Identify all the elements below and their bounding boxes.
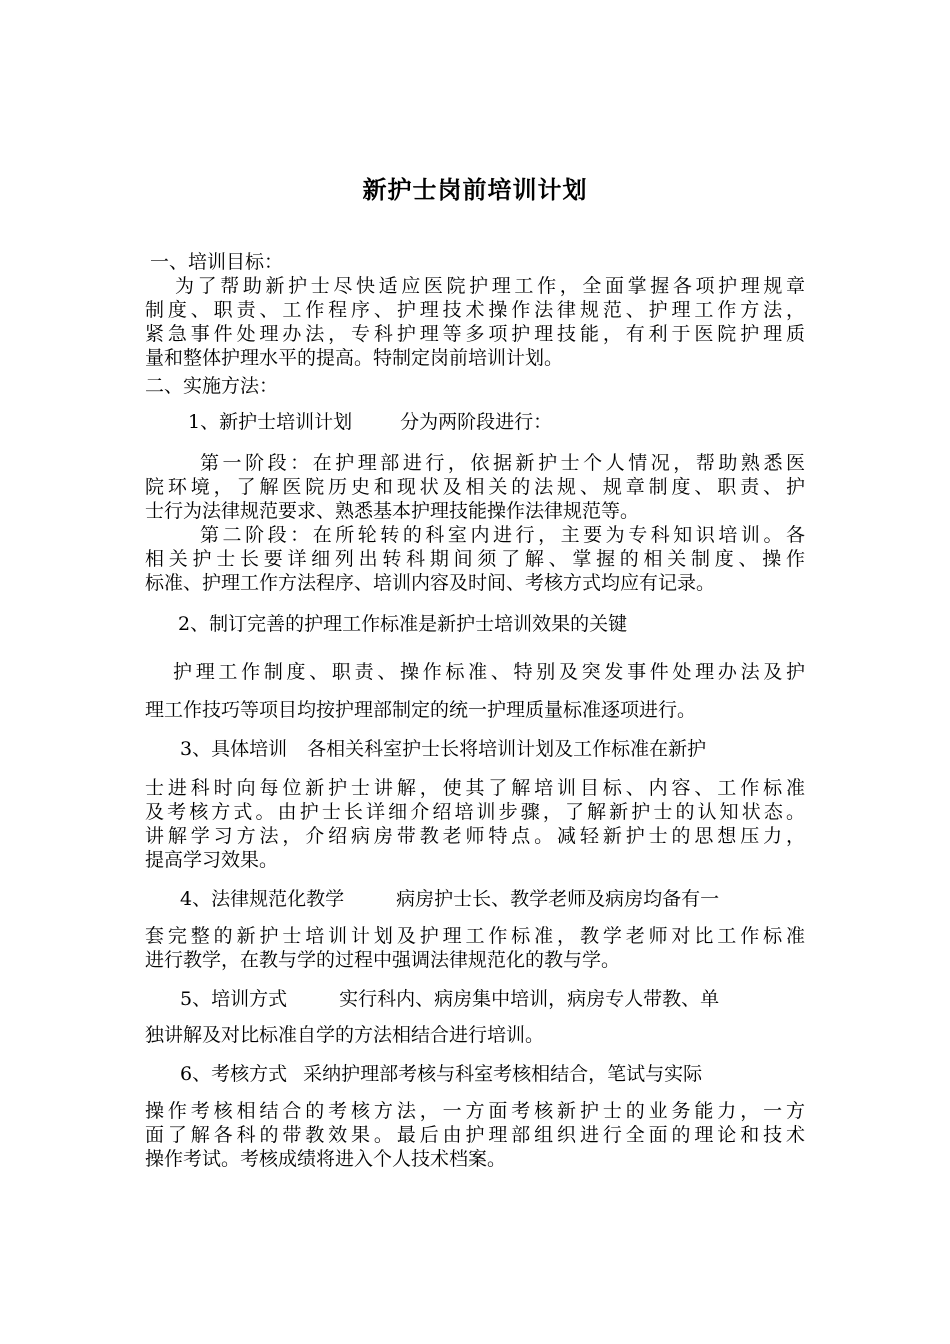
item-6 xyxy=(180,1062,702,1086)
item-3-body-line: 提高学习效果。 xyxy=(145,849,279,871)
item-5 xyxy=(180,987,719,1011)
item-4-body-line: 进行教学，在教与学的过程中强调法律规范化的教与学。 xyxy=(145,949,621,971)
item-1-text: 分为两阶段进行： xyxy=(400,411,553,433)
item-3-text: 各相关科室护士长将培训计划及工作标准在新护 xyxy=(307,738,707,760)
item-2-body-line: 护理工作制度、职责、操作标准、特别及突发事件处理办法及护 xyxy=(173,661,805,683)
item-2-label: 2、制订完善的护理工作标准是新护士培训效果的关键 xyxy=(178,613,628,635)
item-3-body-line: 士进科时向每位新护士讲解，使其了解培训目标、内容、工作标准 xyxy=(145,777,805,799)
item-6-label: 6、考核方式 xyxy=(180,1063,288,1085)
goals-paragraph-line: 量和整体护理水平的提高。特制定岗前培训计划。 xyxy=(145,347,564,369)
item-4 xyxy=(180,887,719,911)
item-3 xyxy=(180,737,706,761)
item-5-body-line: 独讲解及对比标准自学的方法相结合进行培训。 xyxy=(145,1024,545,1046)
item-5-text: 实行科内、病房集中培训，病房专人带教、单 xyxy=(339,988,720,1010)
item-3-body-line: 讲解学习方法，介绍病房带教老师特点。减轻新护士的思想压力， xyxy=(145,825,805,847)
goals-paragraph-line: 紧急事件处理办法，专科护理等多项护理技能，有利于医院护理质 xyxy=(145,323,805,345)
item-4-text: 病房护士长、教学老师及病房均备有一 xyxy=(396,888,720,910)
item-6-body-line: 面了解各科的带教效果。最后由护理部组织进行全面的理论和技术 xyxy=(145,1124,805,1146)
stage-2-line: 相关护士长要详细列出转科期间须了解、掌握的相关制度、操作 xyxy=(145,548,805,570)
item-4-body-line: 套完整的新护士培训计划及护理工作标准，教学老师对比工作标准 xyxy=(145,925,805,947)
item-1 xyxy=(188,410,552,434)
document-title: 新护士岗前培训计划 xyxy=(362,175,588,204)
stage-1-line: 第一阶段：在护理部进行，依据新护士个人情况，帮助熟悉医 xyxy=(200,452,805,474)
item-3-body-line: 及考核方式。由护士长详细介绍培训步骤，了解新护士的认知状态。 xyxy=(145,801,805,823)
stage-2-line: 第二阶段：在所轮转的科室内进行，主要为专科知识培训。各 xyxy=(200,524,805,546)
section-heading-goals: 一、培训目标： xyxy=(150,251,284,273)
item-6-text: 采纳护理部考核与科室考核相结合，笔试与实际 xyxy=(303,1063,703,1085)
item-6-body-line: 操作考试。考核成绩将进入个人技术档案。 xyxy=(145,1148,507,1170)
stage-1-line: 院环境，了解医院历史和现状及相关的法规、规章制度、职责、护 xyxy=(145,476,805,498)
item-1-label: 1、新护士培训计划 xyxy=(188,411,353,433)
section-heading-methods: 二、实施方法： xyxy=(145,375,279,397)
item-2-body-line: 理工作技巧等项目均按护理部制定的统一护理质量标准逐项进行。 xyxy=(145,699,697,721)
stage-2-line: 标准、护理工作方法程序、培训内容及时间、考核方式均应有记录。 xyxy=(145,572,716,594)
item-3-label: 3、具体培训 xyxy=(180,738,288,760)
goals-paragraph-line: 为了帮助新护士尽快适应医院护理工作，全面掌握各项护理规章 xyxy=(175,275,805,297)
goals-paragraph-line: 制度、职责、工作程序、护理技术操作法律规范、护理工作方法， xyxy=(145,299,805,321)
item-4-label: 4、法律规范化教学 xyxy=(180,888,345,910)
item-6-body-line: 操作考核相结合的考核方法，一方面考核新护士的业务能力，一方 xyxy=(145,1100,805,1122)
stage-1-line: 士行为法律规范要求、熟悉基本护理技能操作法律规范等。 xyxy=(145,500,640,522)
item-5-label: 5、培训方式 xyxy=(180,988,288,1010)
